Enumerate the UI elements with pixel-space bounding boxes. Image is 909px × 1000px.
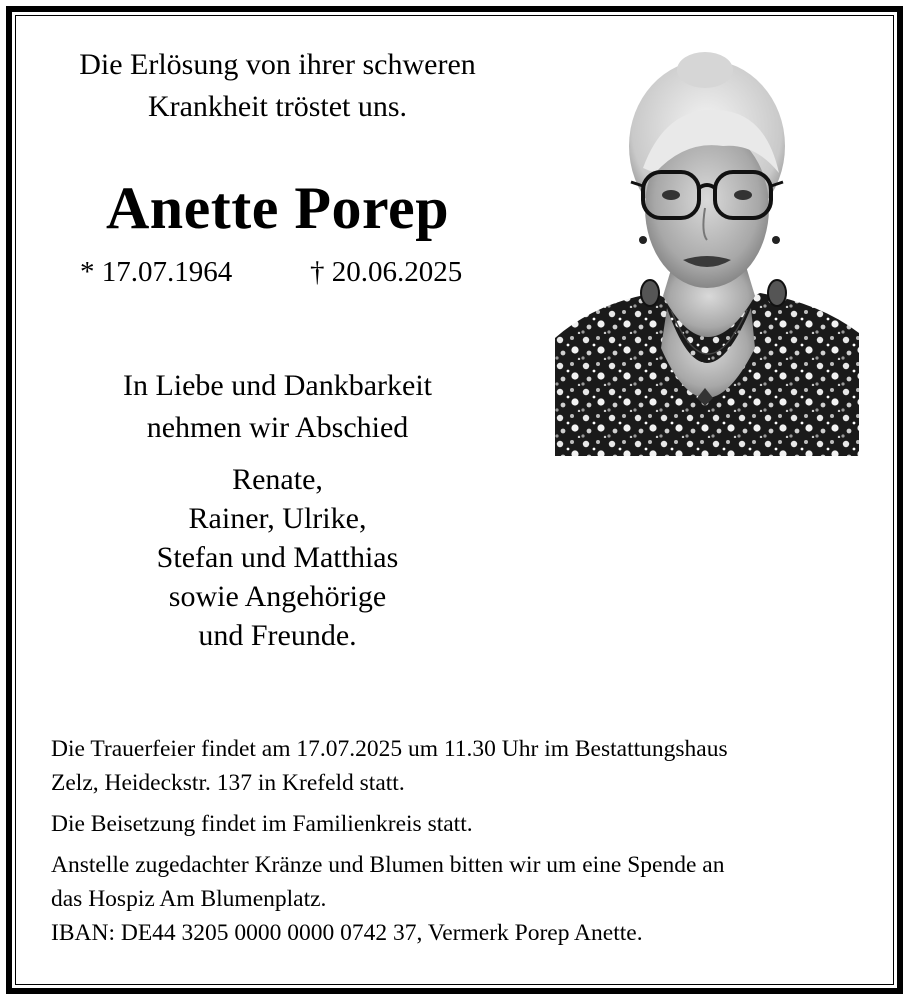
iban-line: IBAN: DE44 3205 0000 0000 0742 37, Vermerk Porep Anette.	[51, 920, 643, 946]
ceremony-line-2: Zelz, Heideckstr. 137 in Krefeld statt.	[51, 770, 405, 796]
intro-quote	[40, 44, 515, 128]
donation-paragraph	[51, 848, 871, 950]
burial-paragraph: Die Beisetzung findet im Familienkreis statt.	[51, 811, 473, 837]
ceremony-paragraph	[51, 732, 871, 800]
intro-line-1: Die Erlösung von ihrer schweren	[79, 48, 476, 81]
farewell-text	[40, 365, 515, 449]
donation-line-1: Anstelle zugedachter Kränze und Blumen bitten wir um eine Spende an	[51, 852, 725, 878]
farewell-line-2: nehmen wir Abschied	[146, 411, 409, 444]
deceased-name: Anette Porep	[105, 175, 450, 241]
donation-line-2: das Hospiz Am Blumenplatz.	[51, 886, 327, 912]
farewell-line-1: In Liebe und Dankbarkeit	[122, 369, 433, 402]
funeral-info	[51, 732, 871, 957]
portrait-photo	[555, 48, 859, 456]
mourner-line: Rainer, Ulrike,	[188, 502, 367, 535]
intro-line-2: Krankheit tröstet uns.	[147, 90, 408, 123]
death-date: † 20.06.2025	[310, 256, 463, 288]
mourner-line: sowie Angehörige	[168, 580, 387, 613]
mourners-list	[40, 460, 515, 655]
ceremony-line-1: Die Trauerfeier findet am 17.07.2025 um 11.30 Uhr im Bestattungshaus	[51, 736, 728, 762]
mourner-line: Stefan und Matthias	[156, 541, 399, 574]
mourner-line: und Freunde.	[198, 619, 357, 652]
mourner-line: Renate,	[232, 463, 323, 496]
birth-date: * 17.07.1964	[80, 256, 233, 288]
